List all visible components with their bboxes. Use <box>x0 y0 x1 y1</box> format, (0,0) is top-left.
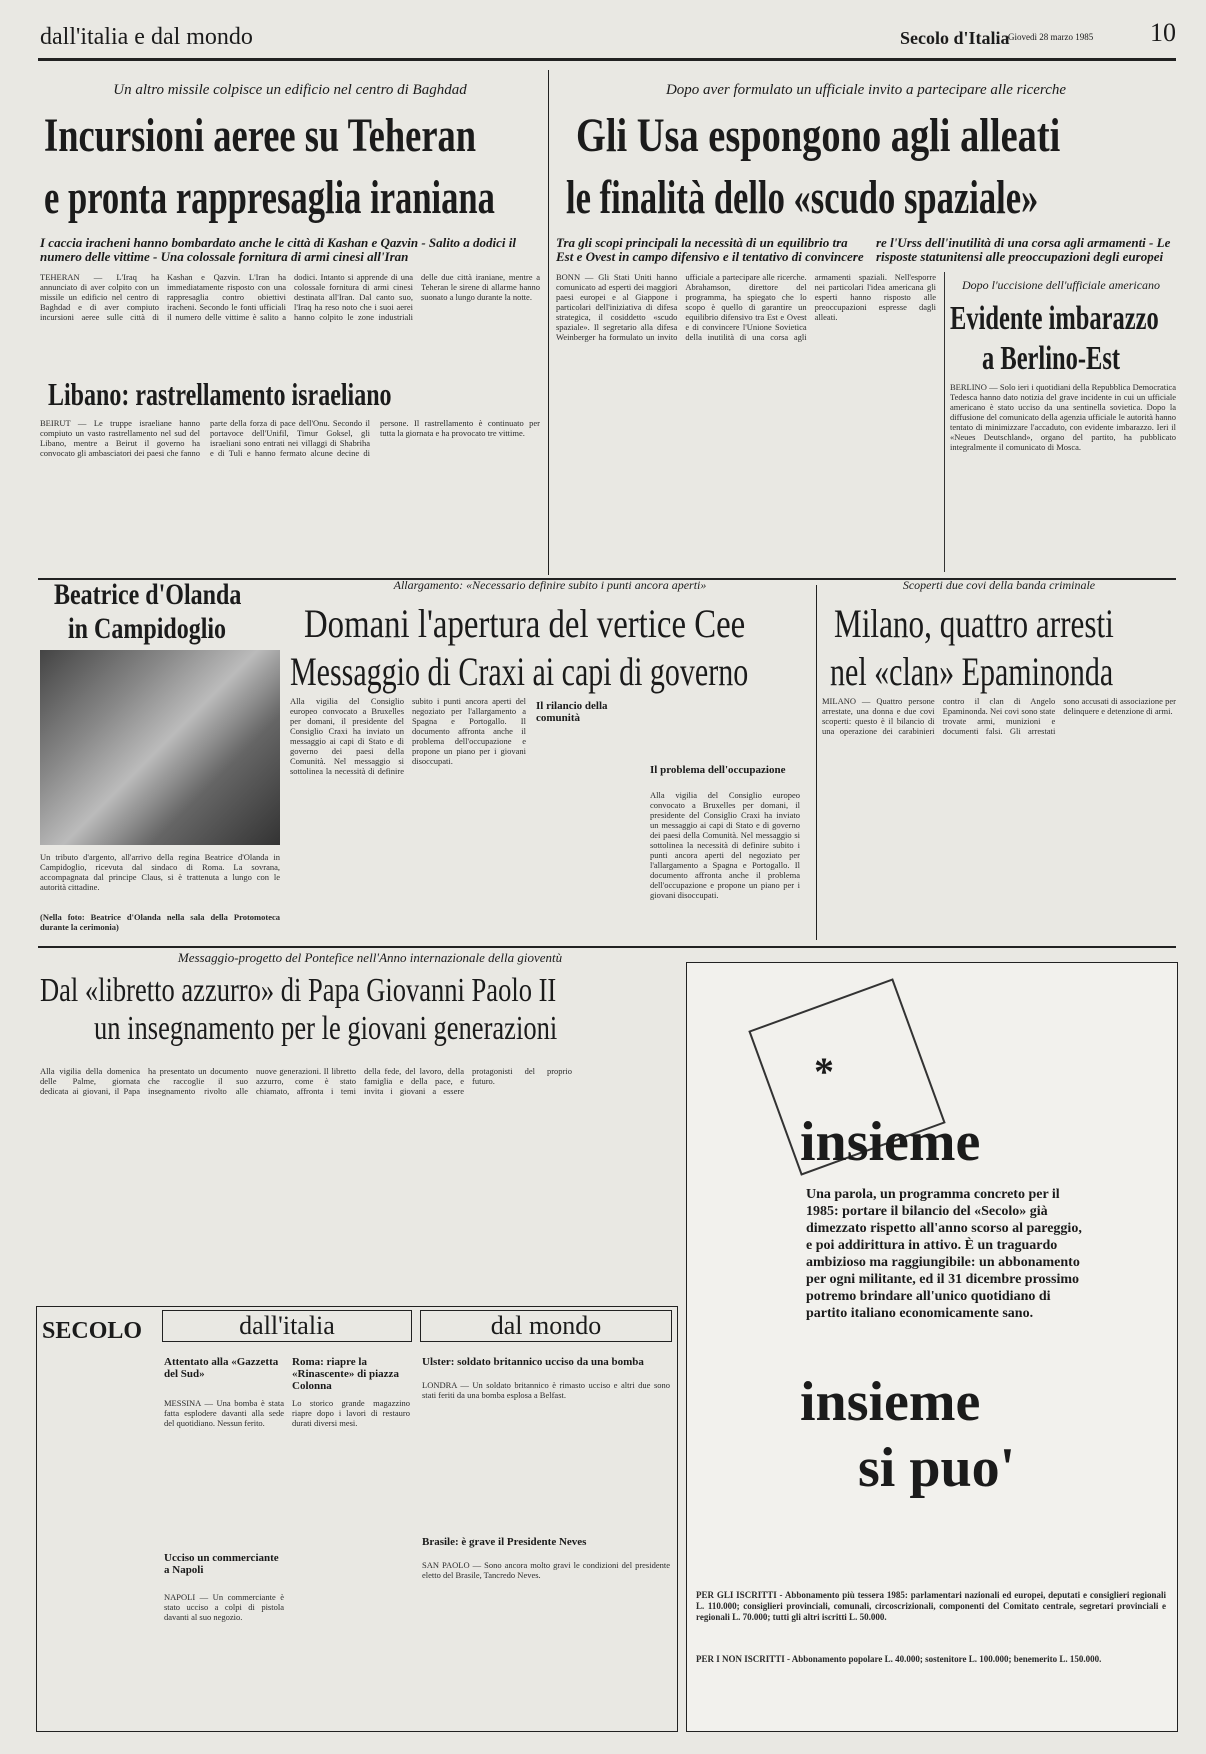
beatrice-photo <box>40 650 280 845</box>
art7-body: MILANO — Quattro persone arrestate, una donna e due covi scoperti: questo è il bilancio di una operazione dei carabinieri contro il clan di Angelo Epaminonda. Nei covi sono state trovate armi, munizioni e documenti falsi. Gli arrestati sono accusati di associazione per delinquere e detenzione di armi. <box>822 696 1176 736</box>
art2-body: BEIRUT — Le truppe israeliane hanno compiuto un vasto rastrellamento nel sud del Libano, mentre a Beirut il governo ha convocato gli ambasciatori dei paesi che fanno parte della forza di pace dell'Onu. Secondo il portavoce dell'Unifil, Timur Goksel, gli israeliani sono entrati nei villaggi di Shabriha e di Tuli e hanno fermato alcune decine di persone. Il rastrellamento è continuato per tutta la giornata e ha provocato tre vittime. <box>40 418 540 458</box>
art5-credit: (Nella foto: Beatrice d'Olanda nella sala della Protomoteca durante la cerimonia) <box>40 912 280 932</box>
art6-subhead-2: Il problema dell'occupazione <box>650 764 786 776</box>
art5-caption: Un tributo d'argento, all'arrivo della regina Beatrice d'Olanda in Campidoglio, ricevuta dal sindaco di Roma. La sovrana, accompagnata dal principe Claus, si è trattenuta a lungo con le autorità cittadine. <box>40 852 280 892</box>
art6-body: Alla vigilia del Consiglio europeo convocato a Bruxelles per domani, il presidente del Consiglio Craxi ha inviato un messaggio ai capi di Stato e di governo dei paesi della Comunità. Nel messaggio si sottolinea la necessità di definire subito i punti ancora aperti del negoziato per l'allargamento a Spagna e Portogallo. Il documento affronta anche il problema dell'occupazione e propone un piano per i giovani disoccupati. <box>290 696 526 776</box>
box-h2: Roma: riapre la «Rinascente» di piazza Colonna <box>292 1356 399 1392</box>
art1-kicker: Un altro missile colpisce un edificio nel centro di Baghdad <box>113 82 467 98</box>
art3-headline-1: Gli Usa espongono agli alleati <box>576 109 1061 162</box>
paper-name: Secolo d'Italia <box>900 28 1010 48</box>
art6-body-2: Alla vigilia del Consiglio europeo convocato a Bruxelles per domani, il presidente del Consiglio Craxi ha inviato un messaggio ai capi di Stato e di governo dei paesi della Comunità. Nel messaggio si sottolinea la necessità di definire subito i punti ancora aperti del negoziato per l'allargamento a Spagna e Portogallo. Il documento affronta anche il problema dell'occupazione e propone un piano per i giovani disoccupati. <box>650 790 800 900</box>
art3-body: BONN — Gli Stati Uniti hanno comunicato ad esperti dei maggiori paesi europei e al Giappone i particolari dell'iniziativa di difesa strategica, il cosiddetto «scudo spaziale». Il segretario alla difesa Weinberger ha formulato un invito ufficiale a partecipare alle ricerche. Abrahamson, direttore del programma, ha spiegato che lo scopo è quello di garantire un equilibrio difensivo tra Est e Ovest e di convincere l'Unione Sovietica della inutilità di una corsa agli armamenti spaziali. Nell'esporre nei particolari l'idea americana gli esperti hanno risposto alle preoccupazioni espresse dagli alleati. <box>556 272 936 342</box>
lower-rule <box>38 946 1176 948</box>
art8-body: Alla vigilia della domenica delle Palme, giornata dedicata ai giovani, il Papa ha presentato un documento che raccoglie il suo insegnamento rivolto alle nuove generazioni. Il libretto azzurro, come è stato chiamato, affronta i temi della fede, del lavoro, della famiglia e della pace, e invita i giovani a essere protagonisti del proprio futuro. <box>40 1066 572 1096</box>
art5-headline-2: in Campidoglio <box>68 612 227 645</box>
ad-asterisk: * <box>814 1049 834 1094</box>
box-col2-title: dal mondo <box>420 1310 672 1342</box>
box-t2: Lo storico grande magazzino riapre dopo i lavori di restauro durati diversi mesi. <box>292 1398 410 1428</box>
box-logo: SECOLO <box>42 1318 143 1344</box>
art7-headline-1: Milano, quattro arresti <box>834 601 1114 646</box>
art4-kicker: Dopo l'uccisione dell'ufficiale americano <box>961 278 1161 292</box>
art4-body: BERLINO — Solo ieri i quotidiani della Repubblica Democratica Tedesca hanno dato notizia del grave incidente in cui un ufficiale americano è stato ucciso da una sentinella sovietica. Dopo la diffusione del comunicato della agenzia ufficiale le autorità hanno tentato di minimizzare l'accaduto, con evidente imbarazzo. Ieri il «Neues Deutschland», organo del partito, ha pubblicato integralmente il comunicato di Mosca. <box>950 382 1176 452</box>
col-divider-1 <box>548 70 549 575</box>
box-t5: SAN PAOLO — Sono ancora molto gravi le condizioni del presidente eletto del Brasile, Tancredo Neves. <box>422 1560 670 1580</box>
ad-sub-1: PER GLI ISCRITTI - Abbonamento più tessera 1985: parlamentari nazionali ed europei, deputati e consiglieri regionali L. 110.000; consiglieri provinciali, comunali, circoscrizionali, componenti del Comitato centrale, segretari provinciali e regionali L. 70.000; tutti gli altri iscritti L. 50.000. <box>696 1590 1166 1622</box>
art3-headline-2: le finalità dello «scudo spaziale» <box>566 171 1039 224</box>
art7-kicker: Scoperti due covi della banda criminale <box>902 578 1096 592</box>
art4-headline-2: a Berlino-Est <box>982 340 1121 377</box>
art2-headline: Libano: rastrellamento israeliano <box>48 376 392 412</box>
col-divider-2 <box>816 585 817 940</box>
date: Giovedì 28 marzo 1985 <box>1008 32 1094 42</box>
art6-headline-2: Messaggio di Craxi ai capi di governo <box>290 649 749 694</box>
art8-kicker: Messaggio-progetto del Pontefice nell'Anno internazionale della gioventù <box>177 950 563 965</box>
art1-body: TEHERAN — L'Iraq ha annunciato di aver colpito con un missile un edificio nel centro di Baghdad e di aver compiuto incursioni aeree sulle città di Kashan e Qazvin. L'Iran ha immediatamente risposto con una rappresaglia contro obiettivi iracheni. Secondo le fonti ufficiali il numero delle vittime è salito a dodici. Intanto si apprende di una colossale fornitura di armi cinesi destinata all'Iran. Dal canto suo, l'Iraq ha reso noto che i suoi aerei hanno colpito le zone industriali delle due città iraniane, mentre a Teheran le sirene di allarme hanno suonato a lungo durante la notte. <box>40 272 540 322</box>
box-h3: Ucciso un commerciante a Napoli <box>164 1552 279 1576</box>
ad-word: insieme <box>800 1111 981 1173</box>
art1-subhead: I caccia iracheni hanno bombardato anche le città di Kashan e Qazvin - Salito a dodici il numero delle vittime - Una colossale fornitura di armi cinesi all'Iran <box>40 235 516 264</box>
art3-subhead-1: Tra gli scopi principali la necessità di un equilibrio tra Est e Ovest in campo difensivo e il tentativo di convincere <box>556 235 864 264</box>
art8-headline-1: Dal «libretto azzurro» di Papa Giovanni Paolo II <box>40 972 557 1009</box>
art6-subhead-1: Il rilancio della comunità <box>536 700 608 724</box>
art3-kicker: Dopo aver formulato un ufficiale invito a partecipare alle ricerche <box>665 82 1067 98</box>
box-t4: LONDRA — Un soldato britannico è rimasto ucciso e altri due sono stati feriti da una bomba esplosa a Belfast. <box>422 1380 670 1400</box>
art7-headline-2: nel «clan» Epaminonda <box>830 649 1114 694</box>
page-number: 10 <box>1150 18 1176 47</box>
art1-headline-2: e pronta rappresaglia iraniana <box>44 171 495 224</box>
box-h1: Attentato alla «Gazzetta del Sud» <box>164 1356 279 1380</box>
art4-headline-1: Evidente imbarazzo <box>950 300 1159 337</box>
art6-kicker: Allargamento: «Necessario definire subito i punti ancora aperti» <box>393 578 707 592</box>
box-t1: MESSINA — Una bomba è stata fatta esplodere davanti alla sede del quotidiano. Nessun ferito. <box>164 1398 284 1428</box>
box-t3: NAPOLI — Un commerciante è stato ucciso a colpi di pistola davanti al suo negozio. <box>164 1592 284 1622</box>
art5-headline-1: Beatrice d'Olanda <box>54 578 242 611</box>
art1-headline-1: Incursioni aeree su Teheran <box>44 109 477 162</box>
box-h5: Brasile: è grave il Presidente Neves <box>422 1536 587 1548</box>
ad-body: Una parola, un programma concreto per il 1985: portare il bilancio del «Secolo» già dimezzato rispetto all'anno scorso al pareggio, e poi addirittura in attivo. È un traguardo ambizioso ma raggiungibile: un abbonamento per ogni militante, ed il 31 dicembre prossimo potremo brindare all'unico quotidiano di partito italiano economicamente sano. <box>806 1187 1082 1321</box>
art8-headline-2: un insegnamento per le giovani generazioni <box>94 1010 558 1047</box>
ad-slogan-1: insieme <box>800 1371 981 1433</box>
top-rule <box>38 58 1176 61</box>
section-title: dall'italia e dal mondo <box>40 24 253 50</box>
ad-slogan-2: si puo' <box>858 1437 1016 1499</box>
ad-sub-2: PER I NON ISCRITTI - Abbonamento popolare L. 40.000; sostenitore L. 100.000; benemerito L. 150.000. <box>696 1654 1102 1664</box>
art3-subhead-2: re l'Urss dell'inutilità di una corsa agli armamenti - Le risposte statunitensi alle preoccupazioni degli europei <box>876 235 1171 264</box>
box-h4: Ulster: soldato britannico ucciso da una bomba <box>422 1356 644 1368</box>
art6-headline-1: Domani l'apertura del vertice Cee <box>304 601 746 646</box>
box-col1-title: dall'italia <box>162 1310 412 1342</box>
